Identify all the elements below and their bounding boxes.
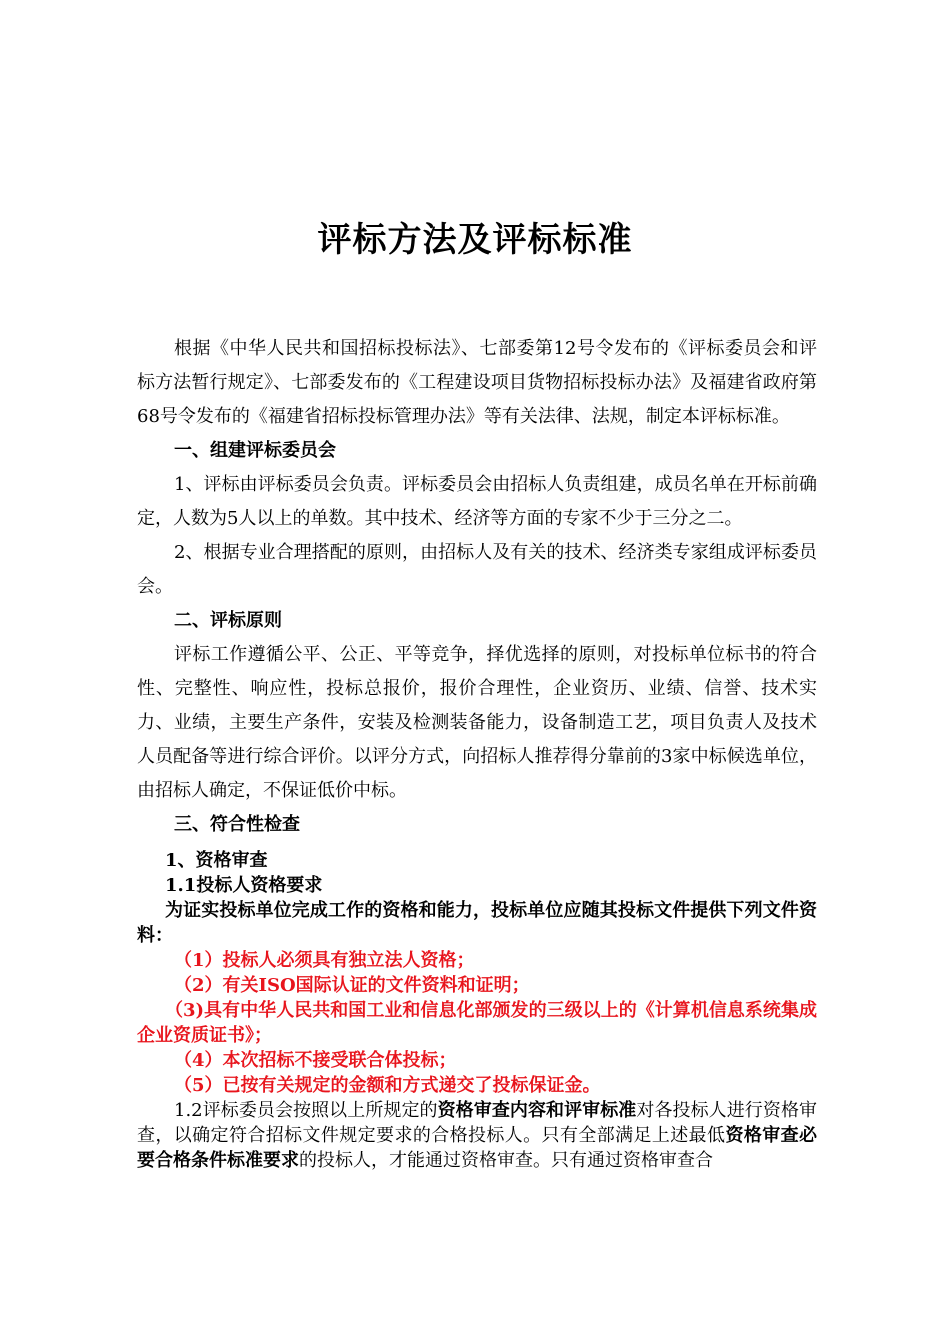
requirement-item-1: （1）投标人必须具有独立法人资格； [174,950,475,971]
section1-heading: 一、组建评标委员会 [174,440,336,461]
section1-paragraph-1: 1、评标由评标委员会负责。评标委员会由招标人负责组建，成员名单在开标前确定，人数为5人以上的单数。其中技术、经济等方面的专家不少于三分之二。 [137,474,817,529]
qualification-block [137,848,817,1173]
section3-heading: 三、符合性检查 [174,814,300,835]
p12-text-c: 对各投标人进行资格审查，以确定符合招标文件规定要求的合格投标人。只有全部满足上述最低 [137,1100,818,1146]
p12-bold-review-standard: 资格审查内容和评审标准 [437,1100,637,1121]
p12-text-a: 1.2评标委员会按照以上所规定的 [174,1100,438,1121]
requirement-item-5: （5）已按有关规定的金额和方式递交了投标保证金。 [174,1075,601,1096]
requirements-intro: 为证实投标单位完成工作的资格和能力，投标单位应随其投标文件提供下列文件资料： [137,900,817,946]
p12-text-e: 的投标人，才能通过资格审查。只有通过资格审查合 [299,1150,713,1171]
section2-heading: 二、评标原则 [174,610,282,631]
requirement-item-4: （4）本次招标不接受联合体投标； [174,1050,457,1071]
subsection-1-1-heading: 1.1投标人资格要求 [165,875,323,896]
section2-paragraph: 评标工作遵循公平、公正、平等竞争，择优选择的原则，对投标单位标书的符合性、完整性、响应性，投标总报价，报价合理性，企业资历、业绩、信誉、技术实力、业绩，主要生产条件，安装及检测装备能力，设备制造工艺，项目负责人及技术人员配备等进行综合评价。以评分方式，向招标人推荐得分靠前的3家中标候选单位，由招标人确定，不保证低价中标。 [137,644,817,801]
document-title: 评标方法及评标标准 [317,220,633,260]
subsection-1-2-paragraph [137,1098,817,1173]
requirement-item-2: （2）有关ISO国际认证的文件资料和证明； [174,975,530,996]
intro-paragraph: 根据《中华人民共和国招标投标法》、七部委第12号令发布的《评标委员会和评标方法暂行规定》、七部委发布的《工程建设项目货物招标投标办法》及福建省政府第68号令发布的《福建省招标投标管理办法》等有关法律、法规，制定本评标标准。 [137,338,817,427]
p12-bold-required-conditions: 资格审查必要合格条件标准要求 [137,1125,818,1171]
requirement-item-3: （3)具有中华人民共和国工业和信息化部颁发的三级以上的《计算机信息系统集成企业资质证书》； [137,1000,817,1046]
subsection-1-heading: 1、资格审查 [165,850,268,871]
document-body [137,332,817,1173]
section1-paragraph-2: 2、根据专业合理搭配的原则，由招标人及有关的技术、经济类专家组成评标委员会。 [137,542,817,597]
